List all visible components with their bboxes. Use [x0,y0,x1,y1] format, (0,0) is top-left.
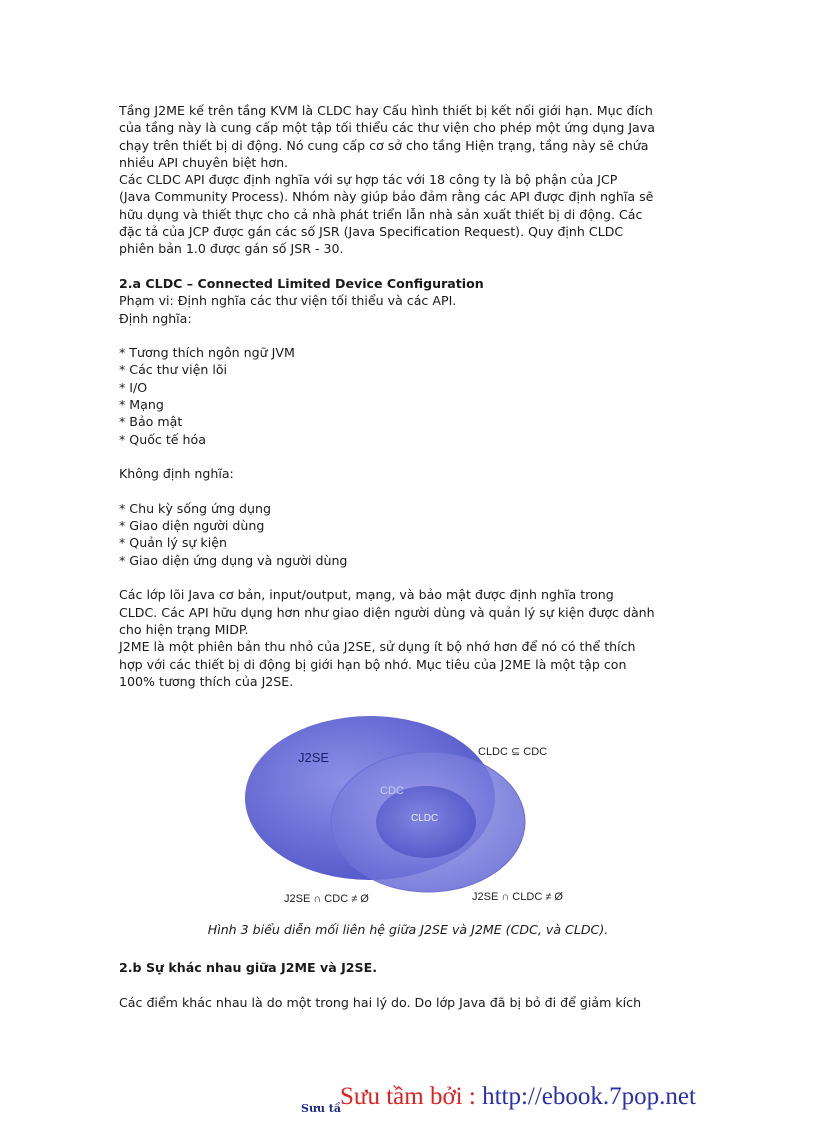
intro-line: phiên bản 1.0 được gán số JSR - 30. [119,241,344,257]
section-b [119,959,709,1011]
footer-watermark [340,1083,696,1111]
list-item: * Quốc tế hóa [119,431,206,447]
para-line: Các lớp lõi Java cơ bản, input/output, mạng, và bảo mật được định nghĩa trong [119,587,614,603]
list-item: * Giao diện ứng dụng và người dùng [119,552,348,568]
para-line: 100% tương thích của J2SE. [119,673,294,689]
section-a-heading: 2.a CLDC – Connected Limited Device Configuration [119,275,484,291]
para-line: cho hiện trạng MIDP. [119,621,249,637]
intro-line: nhiều API chuyên biệt hơn. [119,154,289,170]
list-item: * Các thư viện lõi [119,362,228,378]
para-line: Các điểm khác nhau là do một trong hai lý do. Do lớp Java đã bị bỏ đi để giảm kích [119,994,642,1010]
j2se-label: J2SE [298,750,330,765]
subset-label: CLDC ⊆ CDC [478,746,548,758]
footer-prefix: Sưu tầm bởi : [340,1083,483,1110]
figure-caption: Hình 3 biểu diễn mối liên hệ giữa J2SE và J2ME (CDC, và CLDC). [207,922,609,937]
para-line: hợp với các thiết bị di động bị giới hạn bộ nhớ. Mục tiêu của J2ME là một tập con [119,656,627,672]
intro-line: chạy trên thiết bị di động. Nó cung cấp cơ sở cho tầng Hiện trạng, tầng này sẽ chứa [119,137,649,153]
intro-line: đặc tả của JCP được gán các số JSR (Java Specification Request). Quy định CLDC [119,224,624,240]
intro-line: Tầng J2ME kế trên tầng KVM là CLDC hay Cấu hình thiết bị kết nối giới hạn. Mục đích [119,103,653,118]
defines-label: Định nghĩa: [119,310,192,326]
j2se-cdc-intersection-label: J2SE ∩ CDC ≠ Ø [284,893,369,905]
list-item: * Quản lý sự kiện [119,535,227,551]
para-line: J2ME là một phiên bản thu nhỏ của J2SE, sử dụng ít bộ nhớ hơn để nó có thể thích [119,639,636,655]
list-item: * Giao diện người dùng [119,518,265,534]
list-item: * Tương thích ngôn ngữ JVM [119,345,295,361]
not-defines-label: Không định nghĩa: [119,466,234,482]
cldc-label: CLDC [411,813,439,824]
cdc-label: CDC [380,785,404,797]
intro-line: của tầng này là cung cấp một tập tối thiểu các thư viện cho phép một ứng dụng Java [119,120,655,136]
section-b-heading: 2.b Sự khác nhau giữa J2ME và J2SE. [119,960,377,975]
body-text [119,102,709,690]
footer-small-text: Sưu tầ [301,1102,341,1115]
list-item: * I/O [119,379,148,395]
list-item: * Mạng [119,397,164,413]
list-item: * Bảo mật [119,414,183,430]
intro-line: Các CLDC API được định nghĩa với sự hợp tác với 18 công ty là bộ phận của JCP [119,172,618,188]
intro-line: (Java Community Process). Nhóm này giúp bảo đảm rằng các API được định nghĩa sẽ [119,189,654,205]
scope-line: Phạm vi: Định nghĩa các thư viện tối thiểu và các API. [119,293,457,309]
j2se-cldc-intersection-label: J2SE ∩ CLDC ≠ Ø [472,891,563,903]
para-line: CLDC. Các API hữu dụng hơn như giao diện người dùng và quản lý sự kiện được dành [119,604,655,620]
venn-diagram [240,710,563,910]
footer-url-link[interactable]: http://ebook.7pop.net [482,1083,696,1110]
list-item: * Chu kỳ sống ứng dụng [119,500,271,516]
intro-line: hữu dụng và thiết thực cho cả nhà phát triển lẫn nhà sản xuất thiết bị di động. Các [119,206,643,222]
